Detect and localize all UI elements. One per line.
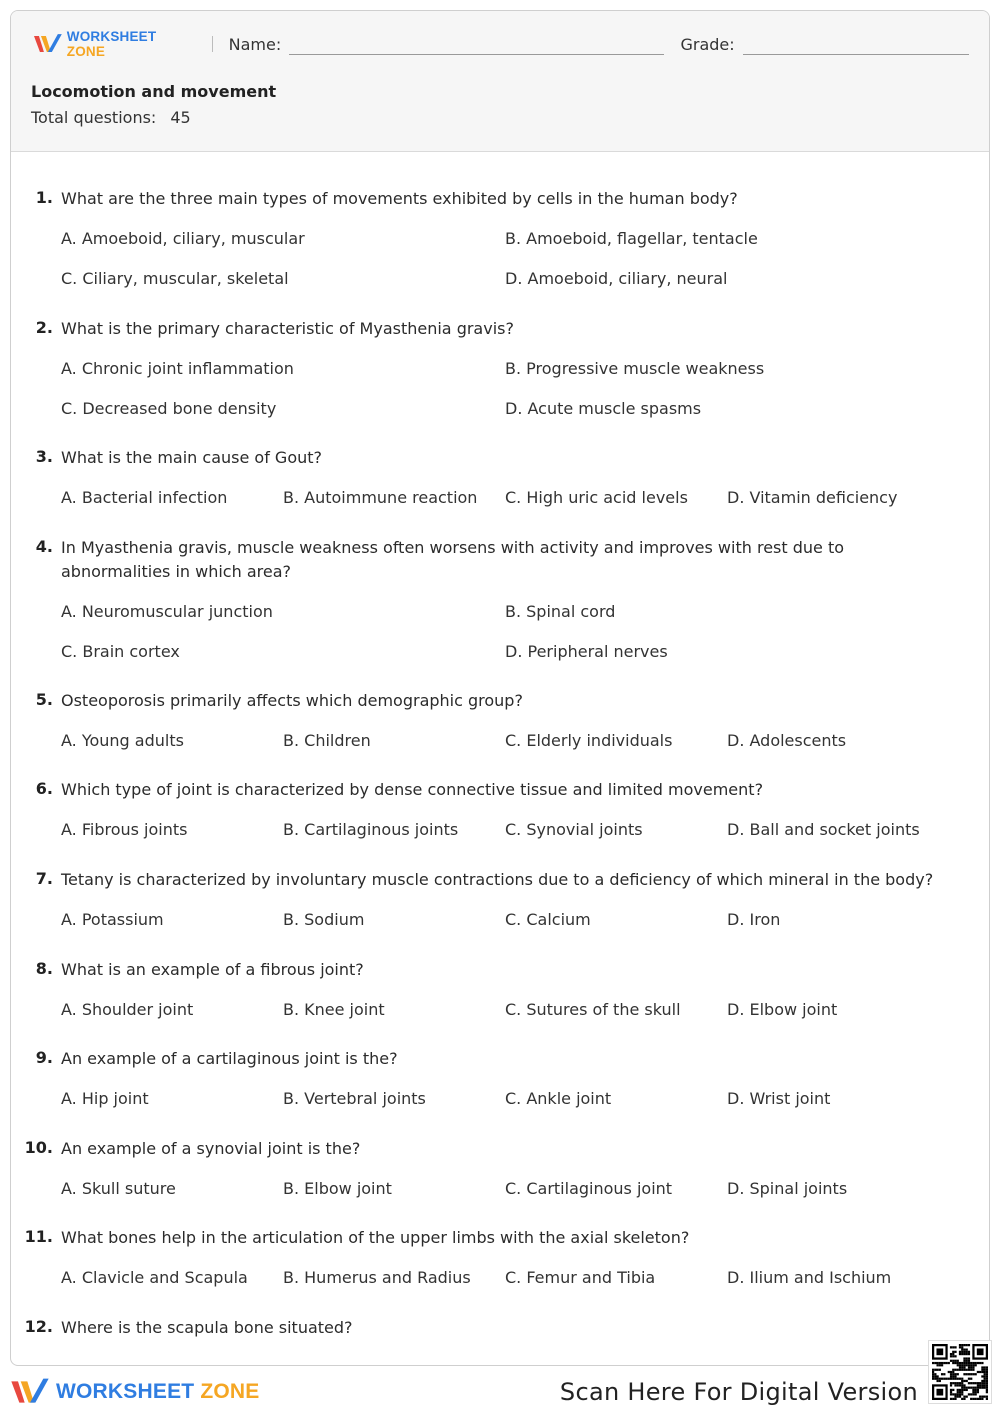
question-text: What is the main cause of Gout? bbox=[61, 448, 323, 467]
answer-option[interactable]: B. Spinal cord bbox=[505, 602, 616, 621]
answer-option[interactable]: A. Amoeboid, ciliary, muscular bbox=[61, 229, 305, 248]
question-number: 9. bbox=[35, 1048, 53, 1067]
answer-option[interactable]: A. Skull suture bbox=[61, 1179, 176, 1198]
answer-option[interactable]: D. Elbow joint bbox=[727, 1000, 838, 1019]
answer-option[interactable]: B. Autoimmune reaction bbox=[283, 488, 478, 507]
answer-option[interactable]: C. Calcium bbox=[505, 910, 591, 929]
worksheet-title: Locomotion and movement bbox=[31, 82, 277, 101]
answer-option[interactable]: C. Synovial joints bbox=[505, 820, 643, 839]
question-text: In Myasthenia gravis, muscle weakness often worsens with activity and improves with rest due to abnormalities in which area? bbox=[61, 538, 845, 581]
answer-option[interactable]: C. Cartilaginous joint bbox=[505, 1179, 673, 1198]
question-number: 8. bbox=[35, 959, 53, 978]
answer-option[interactable]: D. Peripheral nerves bbox=[505, 642, 668, 661]
grade-label: Grade: bbox=[680, 34, 735, 54]
question-number: 6. bbox=[35, 779, 53, 798]
answer-option[interactable]: B. Vertebral joints bbox=[283, 1089, 426, 1108]
worksheet-zone-logo-icon bbox=[10, 1376, 50, 1408]
footer-brand-zone-text: ZONE bbox=[200, 1380, 260, 1403]
worksheet-header bbox=[11, 11, 989, 152]
question-number: 11. bbox=[24, 1227, 53, 1246]
question-text: Osteoporosis primarily affects which demographic group? bbox=[61, 691, 523, 710]
answer-option[interactable]: A. Hip joint bbox=[61, 1089, 149, 1108]
question-number: 10. bbox=[24, 1138, 53, 1157]
question-text: An example of a synovial joint is the? bbox=[61, 1139, 361, 1158]
answer-option[interactable]: C. Ankle joint bbox=[505, 1089, 612, 1108]
answer-option[interactable]: D. Vitamin deficiency bbox=[727, 488, 898, 507]
worksheet-sheet bbox=[10, 10, 990, 1366]
answer-option[interactable]: B. Cartilaginous joints bbox=[283, 820, 459, 839]
question-number: 3. bbox=[35, 447, 53, 466]
answer-option[interactable]: C. Decreased bone density bbox=[61, 399, 277, 418]
question-text: An example of a cartilaginous joint is the? bbox=[61, 1049, 398, 1068]
answer-option[interactable]: A. Shoulder joint bbox=[61, 1000, 194, 1019]
question-text: What are the three main types of movements exhibited by cells in the human body? bbox=[61, 189, 738, 208]
name-field-line[interactable] bbox=[289, 41, 664, 55]
answer-option[interactable]: B. Elbow joint bbox=[283, 1179, 392, 1198]
brand-zone-text: ZONE bbox=[66, 44, 106, 59]
grade-field-line[interactable] bbox=[743, 41, 969, 55]
scan-instruction: Scan Here For Digital Version bbox=[559, 1378, 918, 1406]
answer-option[interactable]: A. Chronic joint inflammation bbox=[61, 359, 294, 378]
answer-option[interactable]: D. Iron bbox=[727, 910, 781, 929]
question-number: 12. bbox=[24, 1317, 53, 1336]
answer-option[interactable]: D. Wrist joint bbox=[727, 1089, 831, 1108]
question-number: 5. bbox=[35, 690, 53, 709]
brand-worksheet-text: WORKSHEET bbox=[66, 29, 157, 44]
answer-option[interactable]: D. Amoeboid, ciliary, neural bbox=[505, 269, 728, 288]
question-text: What bones help in the articulation of the upper limbs with the axial skeleton? bbox=[61, 1228, 690, 1247]
answer-option[interactable]: B. Knee joint bbox=[283, 1000, 385, 1019]
name-label: Name: bbox=[228, 34, 282, 54]
answer-option[interactable]: B. Humerus and Radius bbox=[283, 1268, 471, 1287]
worksheet-zone-logo-icon bbox=[33, 33, 63, 55]
answer-option[interactable]: B. Sodium bbox=[283, 910, 365, 929]
total-label: Total questions: bbox=[31, 108, 157, 127]
answer-option[interactable]: A. Potassium bbox=[61, 910, 164, 929]
footer-brand-logo bbox=[10, 1376, 260, 1408]
answer-option[interactable]: B. Amoeboid, flagellar, tentacle bbox=[505, 229, 758, 248]
answer-option[interactable]: C. Elderly individuals bbox=[505, 731, 673, 750]
qr-code-graphic bbox=[932, 1344, 988, 1400]
answer-option[interactable]: A. Bacterial infection bbox=[61, 488, 228, 507]
total-questions bbox=[31, 108, 191, 127]
answer-option[interactable]: D. Ilium and Ischium bbox=[727, 1268, 892, 1287]
question-number: 1. bbox=[35, 188, 53, 207]
brand-name bbox=[67, 29, 198, 59]
answer-option[interactable]: C. Brain cortex bbox=[61, 642, 180, 661]
question-text: Tetany is characterized by involuntary muscle contractions due to a deficiency of which mineral in the body? bbox=[61, 870, 934, 889]
brand-logo bbox=[33, 29, 198, 59]
footer-brand-name bbox=[56, 1380, 260, 1404]
total-value: 45 bbox=[170, 108, 191, 127]
question-number: 4. bbox=[35, 537, 53, 556]
answer-option[interactable]: D. Spinal joints bbox=[727, 1179, 848, 1198]
question-number: 7. bbox=[35, 869, 53, 888]
question-number: 2. bbox=[35, 318, 53, 337]
answer-option[interactable]: A. Clavicle and Scapula bbox=[61, 1268, 248, 1287]
answer-option[interactable]: C. High uric acid levels bbox=[505, 488, 688, 507]
answer-option[interactable]: B. Children bbox=[283, 731, 371, 750]
answer-option[interactable]: D. Adolescents bbox=[727, 731, 847, 750]
answer-option[interactable]: C. Femur and Tibia bbox=[505, 1268, 656, 1287]
question-text: Where is the scapula bone situated? bbox=[61, 1318, 353, 1337]
qr-code-icon[interactable] bbox=[928, 1340, 992, 1404]
question-text: What is an example of a fibrous joint? bbox=[61, 960, 364, 979]
answer-option[interactable]: D. Ball and socket joints bbox=[727, 820, 920, 839]
footer-brand-worksheet-text: WORKSHEET bbox=[56, 1380, 195, 1403]
page-footer bbox=[0, 1366, 1000, 1414]
answer-option[interactable]: A. Fibrous joints bbox=[61, 820, 188, 839]
answer-option[interactable]: C. Ciliary, muscular, skeletal bbox=[61, 269, 289, 288]
answer-option[interactable]: D. Acute muscle spasms bbox=[505, 399, 702, 418]
answer-option[interactable]: A. Neuromuscular junction bbox=[61, 602, 273, 621]
answer-option[interactable]: C. Sutures of the skull bbox=[505, 1000, 681, 1019]
question-text: What is the primary characteristic of Myasthenia gravis? bbox=[61, 319, 514, 338]
question-text: Which type of joint is characterized by dense connective tissue and limited movement? bbox=[61, 780, 764, 799]
answer-option[interactable]: B. Progressive muscle weakness bbox=[505, 359, 765, 378]
header-row bbox=[33, 31, 969, 57]
answer-option[interactable]: A. Young adults bbox=[61, 731, 184, 750]
header-divider bbox=[212, 36, 213, 52]
